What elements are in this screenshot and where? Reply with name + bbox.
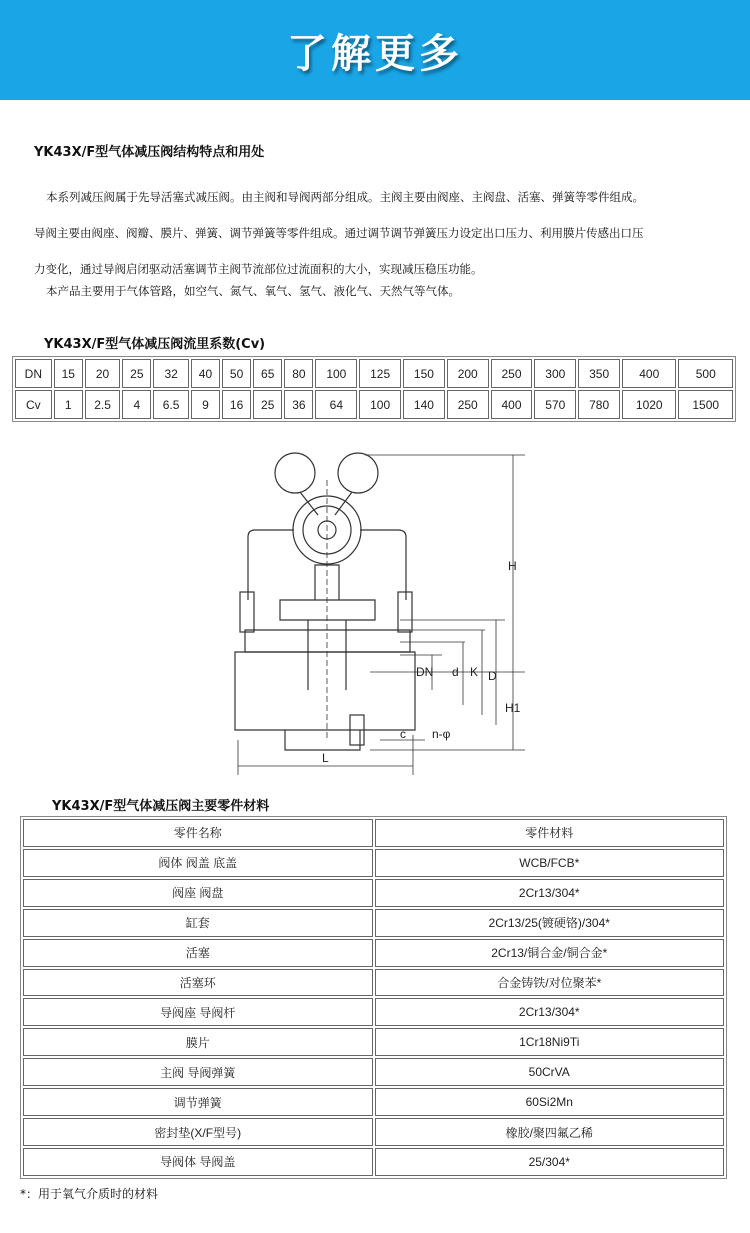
table-cell: 570 <box>534 390 576 419</box>
materials-title: YK43X/F型气体减压阀主要零件材料 <box>52 799 270 814</box>
table-cell: 32 <box>153 359 188 388</box>
dim-label-l: L <box>322 751 329 765</box>
table-row <box>23 1148 724 1176</box>
dim-label-c: c <box>400 727 406 741</box>
pressure-gauge-right <box>338 453 378 493</box>
part-name-cell: 导阀体 导阀盖 <box>23 1148 373 1176</box>
part-name-cell: 活塞 <box>23 939 373 967</box>
table-cell: 65 <box>253 359 282 388</box>
part-name-cell: 调节弹簧 <box>23 1088 373 1116</box>
table-row <box>15 390 733 419</box>
material-cell: 橡胶/聚四氟乙稀 <box>375 1118 725 1146</box>
table-row <box>23 1058 724 1086</box>
dim-label-k: K <box>470 665 479 679</box>
dim-label-h: H <box>508 559 517 573</box>
cv-table <box>12 356 736 422</box>
material-cell: 50CrVA <box>375 1058 725 1086</box>
cv-table-title: YK43X/F型气体减压阀流里系数(Cv) <box>44 337 266 352</box>
table-row <box>23 1088 724 1116</box>
material-cell: 60Si2Mn <box>375 1088 725 1116</box>
table-cell: 140 <box>403 390 445 419</box>
table-cell: 20 <box>85 359 120 388</box>
table-cell: 150 <box>403 359 445 388</box>
dim-label-n-phi: n-φ <box>432 727 451 741</box>
table-cell: 100 <box>315 359 357 388</box>
table-row <box>23 879 724 907</box>
footnote: *：用于氧气介质时的材料 <box>20 1187 159 1201</box>
paragraph: 本产品主要用于气体管路，如空气、氮气、氧气、氢气、液化气、天然气等气体。 <box>46 284 460 298</box>
material-cell: 2Cr13/304* <box>375 998 725 1026</box>
table-row <box>15 359 733 388</box>
dim-label-d: d <box>452 665 459 679</box>
material-cell: 25/304* <box>375 1148 725 1176</box>
table-cell: 1500 <box>678 390 733 419</box>
table-cell: 300 <box>534 359 576 388</box>
part-name-cell: 阀座 阀盘 <box>23 879 373 907</box>
materials-table <box>20 816 727 1179</box>
table-cell: 1 <box>54 390 83 419</box>
paragraph: 力变化，通过导阀启闭驱动活塞调节主阀节流部位过流面积的大小，实现减压稳压功能。 <box>34 262 483 276</box>
part-name-cell: 导阀座 导阀杆 <box>23 998 373 1026</box>
table-cell: 125 <box>359 359 401 388</box>
valve-diagram <box>220 440 540 780</box>
part-name-cell: 阀体 阀盖 底盖 <box>23 849 373 877</box>
table-row <box>23 969 724 997</box>
material-cell: 1Cr18Ni9Ti <box>375 1028 725 1056</box>
table-cell: 16 <box>222 390 251 419</box>
material-cell: 合金铸铁/对位聚苯* <box>375 969 725 997</box>
table-cell: 1020 <box>622 390 676 419</box>
part-name-cell: 密封垫(X/F型号) <box>23 1118 373 1146</box>
part-name-cell: 主阀 导阀弹簧 <box>23 1058 373 1086</box>
table-cell: 250 <box>491 359 533 388</box>
dim-label-h1: H1 <box>505 701 521 715</box>
table-cell: 40 <box>191 359 220 388</box>
table-cell: 200 <box>447 359 489 388</box>
table-row <box>23 909 724 937</box>
table-cell: 15 <box>54 359 83 388</box>
dim-label-dn: DN <box>416 665 434 679</box>
table-row <box>23 849 724 877</box>
table-cell: 6.5 <box>153 390 188 419</box>
table-cell: 64 <box>315 390 357 419</box>
dim-label-d-outer: D <box>488 669 497 683</box>
material-cell: 2Cr13/304* <box>375 879 725 907</box>
banner-title: 了解更多 <box>287 30 463 77</box>
table-cell: Cv <box>15 390 52 419</box>
material-cell: WCB/FCB* <box>375 849 725 877</box>
pressure-gauge-left <box>275 453 315 493</box>
table-cell: 780 <box>578 390 620 419</box>
table-cell: 2.5 <box>85 390 120 419</box>
material-cell: 2Cr13/铜合金/铜合金* <box>375 939 725 967</box>
table-cell: 80 <box>284 359 313 388</box>
section-title-features: YK43X/F型气体减压阀结构特点和用处 <box>34 145 265 160</box>
paragraph: 本系列减压阀属于先导活塞式减压阀。由主阀和导阀两部分组成。主阀主要由阀座、主阀盘、活塞、弹簧等零件组成。 <box>46 190 644 204</box>
table-cell: 25 <box>122 359 151 388</box>
header-part-name: 零件名称 <box>23 819 373 847</box>
table-row <box>23 1118 724 1146</box>
table-cell: 9 <box>191 390 220 419</box>
table-cell: 350 <box>578 359 620 388</box>
table-cell: DN <box>15 359 52 388</box>
table-row <box>23 998 724 1026</box>
part-name-cell: 活塞环 <box>23 969 373 997</box>
material-cell: 2Cr13/25(镀硬铬)/304* <box>375 909 725 937</box>
header-material: 零件材料 <box>375 819 725 847</box>
table-cell: 4 <box>122 390 151 419</box>
table-row <box>23 1028 724 1056</box>
part-name-cell: 膜片 <box>23 1028 373 1056</box>
table-row <box>23 939 724 967</box>
paragraph: 导阀主要由阀座、阀瓣、膜片、弹簧、调节弹簧等零件组成。通过调节调节弹簧压力设定出口压力、利用膜片传感出口压 <box>34 226 644 240</box>
part-name-cell: 缸套 <box>23 909 373 937</box>
table-cell: 250 <box>447 390 489 419</box>
table-header-row <box>23 819 724 847</box>
table-cell: 500 <box>678 359 733 388</box>
table-cell: 36 <box>284 390 313 419</box>
table-cell: 400 <box>491 390 533 419</box>
table-cell: 100 <box>359 390 401 419</box>
table-cell: 50 <box>222 359 251 388</box>
table-cell: 400 <box>622 359 676 388</box>
banner <box>0 0 750 100</box>
table-cell: 25 <box>253 390 282 419</box>
